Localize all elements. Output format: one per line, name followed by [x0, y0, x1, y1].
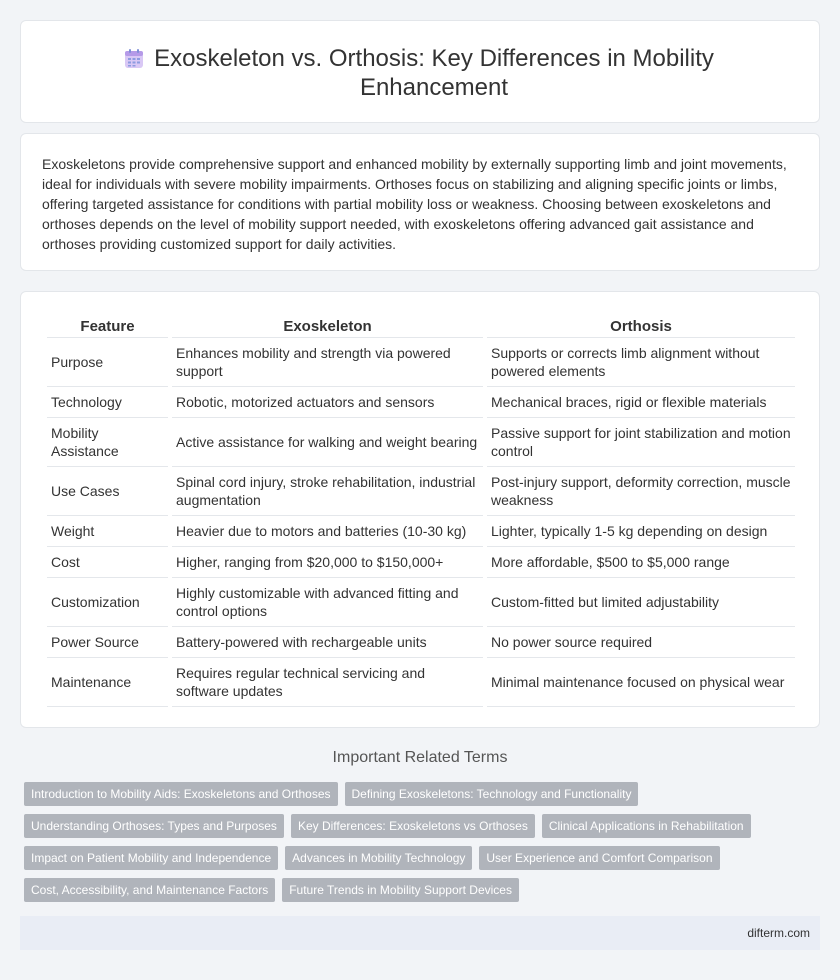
footer [20, 916, 820, 950]
related-term-tag[interactable]: Defining Exoskeletons: Technology and Functionality [345, 782, 639, 806]
exoskeleton-cell: Heavier due to motors and batteries (10-30 kg) [172, 516, 483, 547]
comparison-table-card [20, 291, 820, 728]
exoskeleton-cell: Highly customizable with advanced fitting and control options [172, 578, 483, 627]
table-row [47, 578, 795, 627]
table-header-row [47, 312, 795, 338]
orthosis-cell: Post-injury support, deformity correction, muscle weakness [487, 467, 795, 516]
feature-cell: Customization [47, 578, 168, 627]
orthosis-cell: More affordable, $500 to $5,000 range [487, 547, 795, 578]
related-terms-heading: Important Related Terms [332, 749, 508, 766]
related-terms [24, 782, 824, 910]
related-term-tag[interactable]: Future Trends in Mobility Support Devices [282, 878, 519, 902]
table-row [47, 418, 795, 467]
feature-cell: Technology [47, 387, 168, 418]
feature-cell: Weight [47, 516, 168, 547]
orthosis-cell: Supports or corrects limb alignment without powered elements [487, 338, 795, 387]
feature-cell: Cost [47, 547, 168, 578]
header-orthosis: Orthosis [487, 312, 795, 338]
header-exoskeleton: Exoskeleton [172, 312, 483, 338]
related-term-tag[interactable]: Advances in Mobility Technology [285, 846, 472, 870]
exoskeleton-cell: Robotic, motorized actuators and sensors [172, 387, 483, 418]
orthosis-cell: No power source required [487, 627, 795, 658]
exoskeleton-cell: Battery-powered with rechargeable units [172, 627, 483, 658]
related-term-tag[interactable]: Clinical Applications in Rehabilitation [542, 814, 751, 838]
table-row [47, 547, 795, 578]
feature-cell: Mobility Assistance [47, 418, 168, 467]
header-feature: Feature [47, 312, 168, 338]
related-term-tag[interactable]: Key Differences: Exoskeletons vs Orthoses [291, 814, 535, 838]
feature-cell: Use Cases [47, 467, 168, 516]
related-term-tag[interactable]: Impact on Patient Mobility and Independence [24, 846, 278, 870]
exoskeleton-cell: Spinal cord injury, stroke rehabilitation, industrial augmentation [172, 467, 483, 516]
table-row [47, 658, 795, 707]
intro-paragraph: Exoskeletons provide comprehensive support and enhanced mobility by externally supporting limb and joint movements, ideal for individuals with severe mobility impairments. Orthoses focus on stabilizing and aligning specific joints or limbs, offering targeted assistance for conditions with partial mobility loss or weakness. Choosing between exoskeletons and orthoses depends on the level of mobility support needed, with exoskeletons offering advanced gait assistance and orthoses providing customized support for daily activities. [42, 156, 787, 252]
related-term-tag[interactable]: Introduction to Mobility Aids: Exoskeletons and Orthoses [24, 782, 338, 806]
exoskeleton-cell: Enhances mobility and strength via powered support [172, 338, 483, 387]
related-term-tag[interactable]: Understanding Orthoses: Types and Purposes [24, 814, 284, 838]
footer-site-link[interactable]: difterm.com [747, 926, 810, 940]
comparison-table [43, 312, 799, 707]
table-row [47, 387, 795, 418]
table-row [47, 516, 795, 547]
exoskeleton-cell: Requires regular technical servicing and software updates [172, 658, 483, 707]
table-row [47, 627, 795, 658]
orthosis-cell: Lighter, typically 1-5 kg depending on design [487, 516, 795, 547]
table-row [47, 467, 795, 516]
orthosis-cell: Minimal maintenance focused on physical wear [487, 658, 795, 707]
related-term-tag[interactable]: Cost, Accessibility, and Maintenance Factors [24, 878, 275, 902]
exoskeleton-cell: Higher, ranging from $20,000 to $150,000+ [172, 547, 483, 578]
orthosis-cell: Mechanical braces, rigid or flexible materials [487, 387, 795, 418]
orthosis-cell: Custom-fitted but limited adjustability [487, 578, 795, 627]
related-term-tag[interactable]: User Experience and Comfort Comparison [479, 846, 719, 870]
intro-card [20, 133, 820, 271]
feature-cell: Purpose [47, 338, 168, 387]
feature-cell: Power Source [47, 627, 168, 658]
feature-cell: Maintenance [47, 658, 168, 707]
title-card [20, 20, 820, 123]
page-title: Exoskeleton vs. Orthosis: Key Differences in Mobility Enhancement [154, 45, 714, 101]
orthosis-cell: Passive support for joint stabilization and motion control [487, 418, 795, 467]
exoskeleton-cell: Active assistance for walking and weight bearing [172, 418, 483, 467]
table-row [47, 338, 795, 387]
